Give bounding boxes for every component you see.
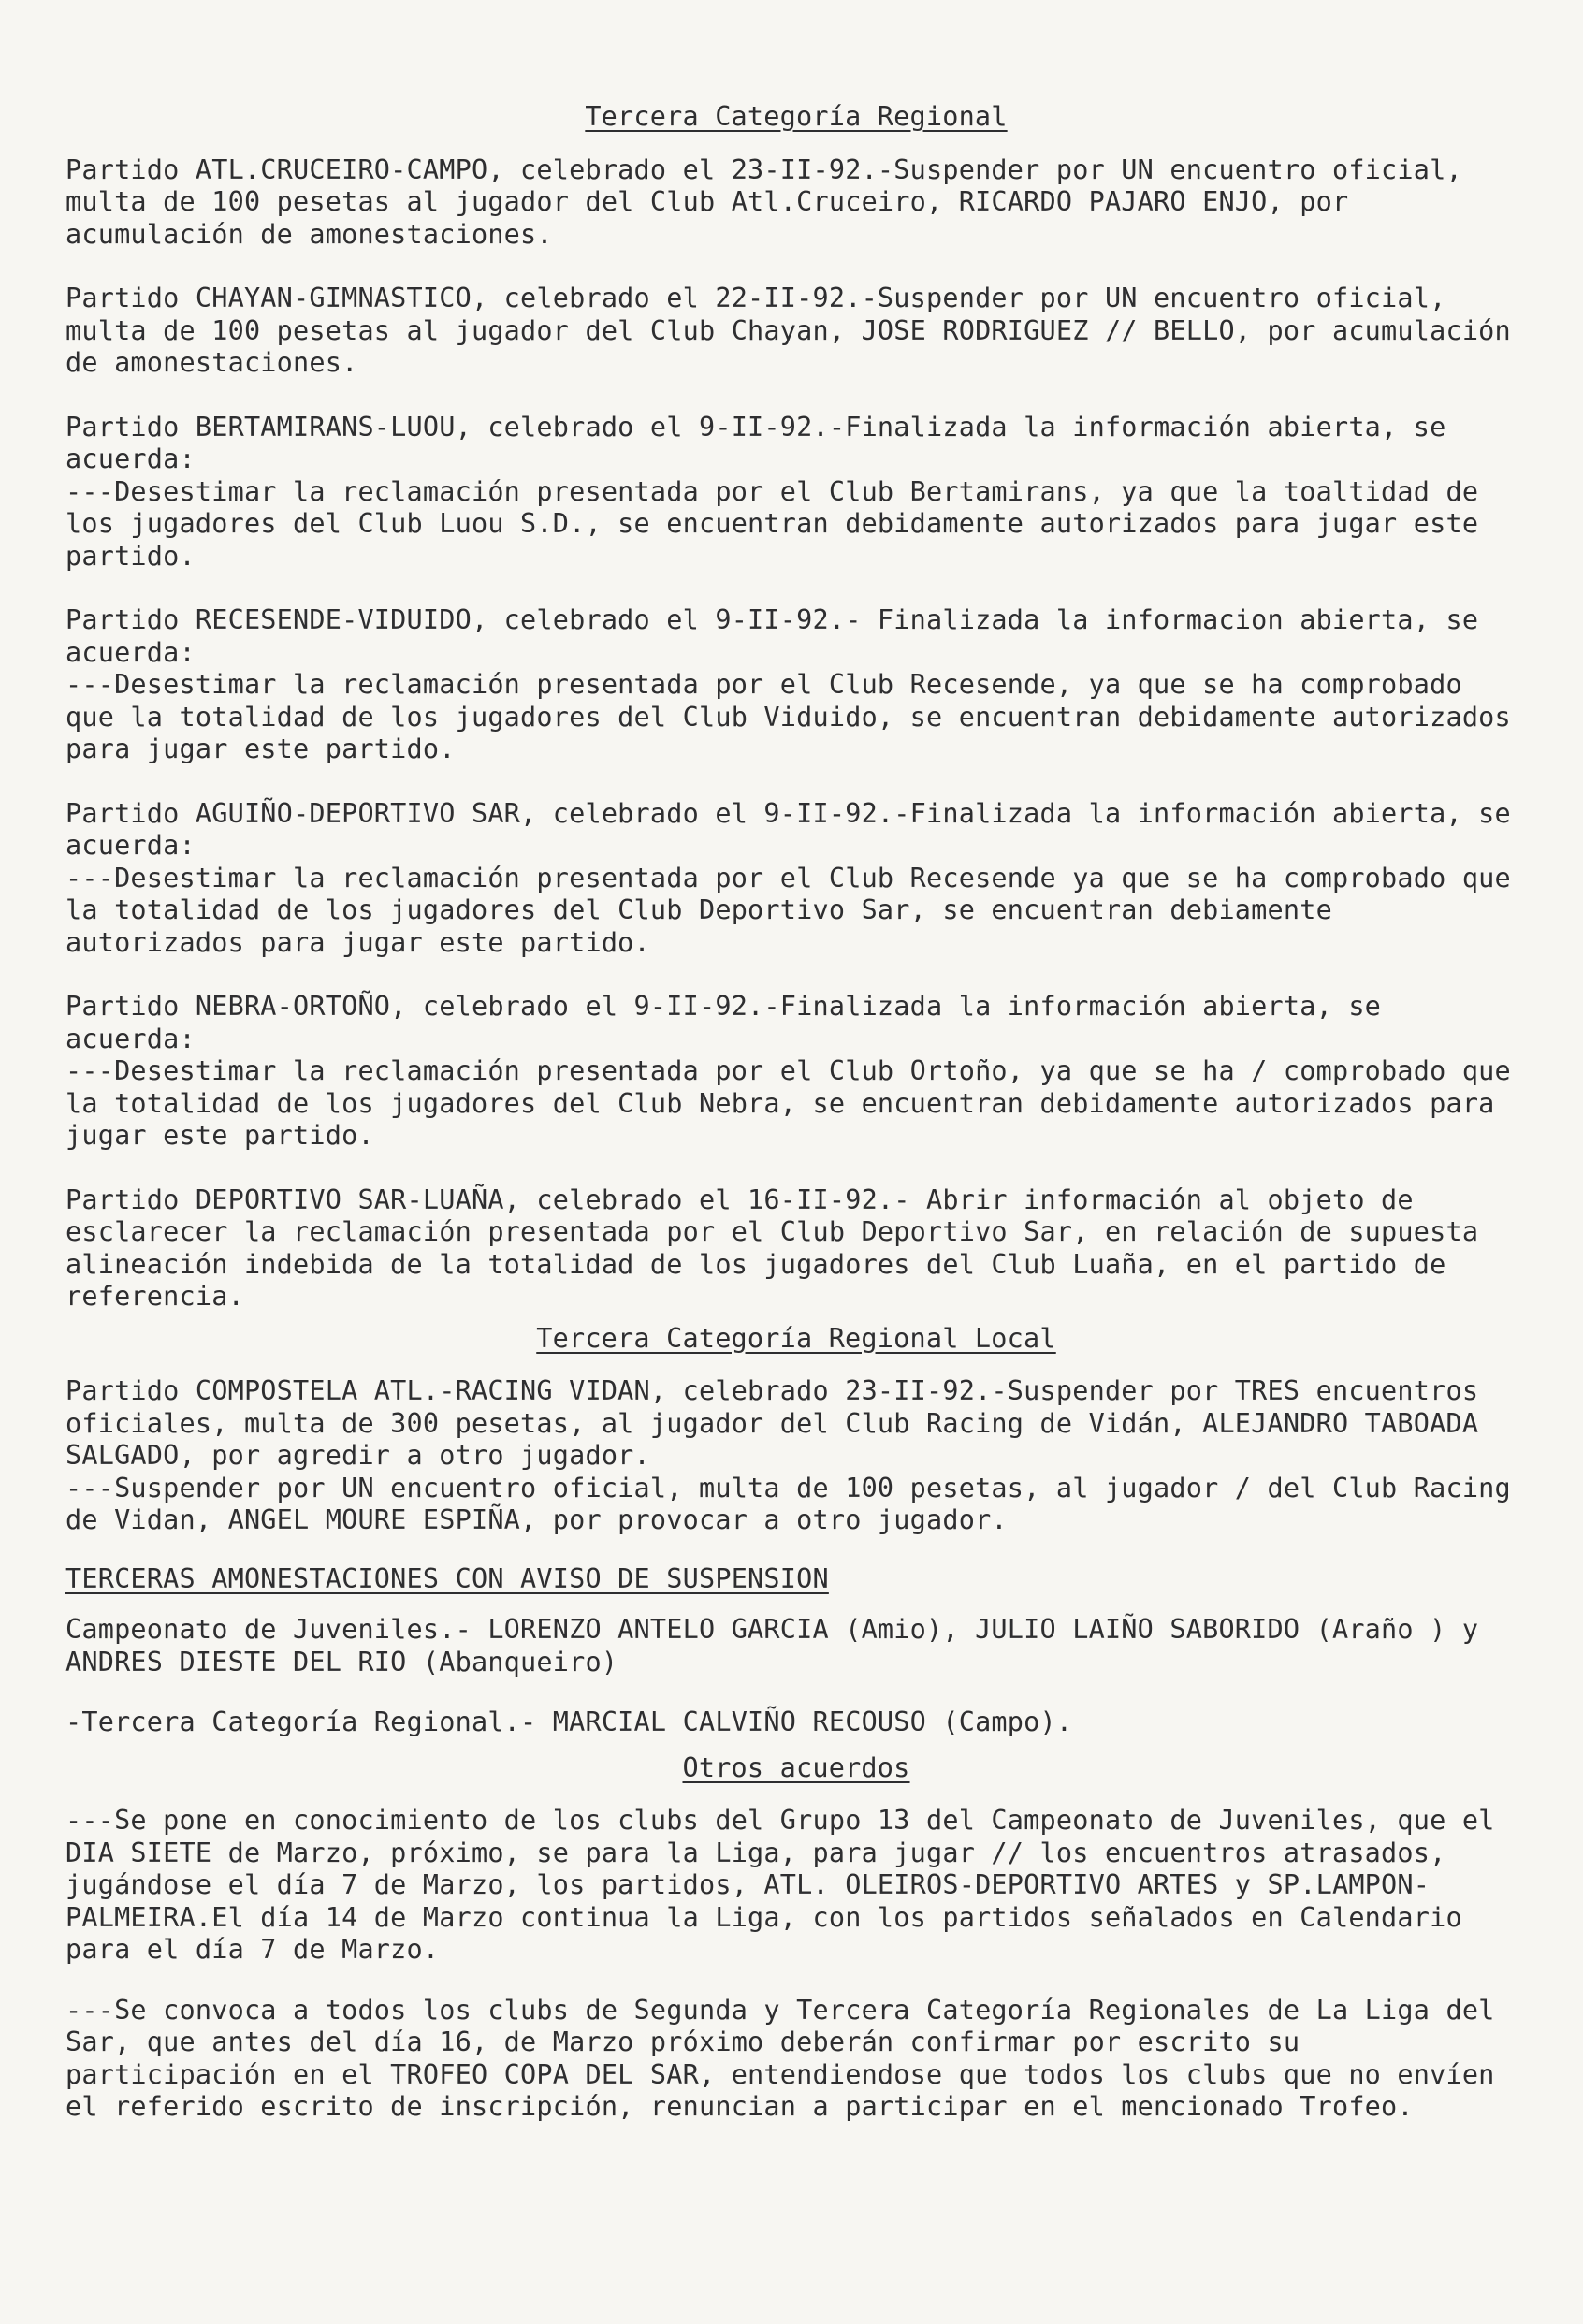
heading-otros-acuerdos: Otros acuerdos	[682, 1751, 910, 1783]
paragraph: Partido CHAYAN-GIMNASTICO, celebrado el 22-II-92.-Suspender por UN encuentro oficial, multa de 100 pesetas al jugador del Club Chayan, JOSE RODRIGUEZ // BELLO, por acumulación de amonestaciones.	[65, 283, 1511, 378]
paragraph: Partido BERTAMIRANS-LUOU, celebrado el 9-II-92.-Finalizada la información abierta, se acuerda: ---Desestimar la reclamación presentada por el Club Bertamirans, ya que la toaltidad de los jugadores del Club Luou S.D., se encuentran debidamente autorizados para jugar este partido.	[65, 411, 1479, 572]
heading-terceras-amonestaciones: TERCERAS AMONESTACIONES CON AVISO DE SUSPENSION	[65, 1562, 829, 1594]
paragraph: ---Se convoca a todos los clubs de Segunda y Tercera Categoría Regionales de La Liga del Sar, que antes del día 16, de Marzo próximo deberán confirmar por escrito su participación en el TROFEO COPA DEL SAR, entendiendose que todos los clubs que no envíen el referido escrito de inscripción, renuncian a participar en el mencionado Trofeo.	[65, 1994, 1495, 2122]
paragraph: Partido ATL.CRUCEIRO-CAMPO, celebrado el 23-II-92.-Suspender por UN encuentro oficial, multa de 100 pesetas al jugador del Club Atl.Cruceiro, RICARDO PAJARO ENJO, por acumulación de amonestaciones.	[65, 153, 1462, 250]
paragraph: -Tercera Categoría Regional.- MARCIAL CALVIÑO RECOUSO (Campo).	[65, 1707, 1073, 1737]
paragraph: Partido AGUIÑO-DEPORTIVO SAR, celebrado el 9-II-92.-Finalizada la información abierta, se acuerda: ---Desestimar la reclamación presentada por el Club Recesende ya que se ha comprobado que la totalidad de los jugadores del Club Deportivo Sar, se encuentran debiamente autorizados para jugar este partido.	[65, 797, 1511, 958]
paragraph: ---Se pone en conocimiento de los clubs del Grupo 13 del Campeonato de Juveniles, que el DIA SIETE de Marzo, próximo, se para la Liga, para jugar // los encuentros atrasados, jugándose el día 7 de Marzo, los partidos, ATL. OLEIROS-DEPORTIVO ARTES y SP.LAMPON-PALMEIRA.El día 14 de Marzo continua la Liga, con los partidos señalados en Calendario para el día 7 de Marzo.	[65, 1805, 1495, 1965]
paragraph: Partido DEPORTIVO SAR-LUAÑA, celebrado el 16-II-92.- Abrir información al objeto de esclarecer la reclamación presentada por el Club Deportivo Sar, en relación de supuesta alineación indebida de la totalidad de los jugadores del Club Luaña, en el partido de referencia.	[65, 1184, 1479, 1312]
paragraph: Partido RECESENDE-VIDUIDO, celebrado el 9-II-92.- Finalizada la informacion abierta, se acuerda: ---Desestimar la reclamación presentada por el Club Recesende, ya que se ha comprobado que la totalidad de los jugadores del Club Viduido, se encuentran debidamente autorizados para jugar este partido.	[65, 604, 1511, 764]
paragraph: Partido COMPOSTELA ATL.-RACING VIDAN, celebrado 23-II-92.-Suspender por TRES encuentros oficiales, multa de 300 pesetas, al jugador del Club Racing de Vidán, ALEJANDRO TABOADA SALGADO, por agredir a otro jugador. ---Suspender por UN encuentro oficial, multa de 100 pesetas, al jugador / del Club Racing de Vidan, ANGEL MOURE ESPIÑA, por provocar a otro jugador.	[65, 1375, 1511, 1535]
paragraph: Campeonato de Juveniles.- LORENZO ANTELO GARCIA (Amio), JULIO LAIÑO SABORIDO (Araño ) y ANDRES DIESTE DEL RIO (Abanqueiro)	[65, 1614, 1479, 1678]
heading-tercera-categoria-regional-local: Tercera Categoría Regional Local	[536, 1322, 1056, 1354]
paragraph: Partido NEBRA-ORTOÑO, celebrado el 9-II-92.-Finalizada la información abierta, se acuerda: ---Desestimar la reclamación presentada por el Club Ortoño, ya que se ha / comprobado que la totalidad de los jugadores del Club Nebra, se encuentran debidamente autorizados para jugar este partido.	[65, 991, 1511, 1151]
heading-tercera-categoria-regional: Tercera Categoría Regional	[585, 101, 1008, 132]
